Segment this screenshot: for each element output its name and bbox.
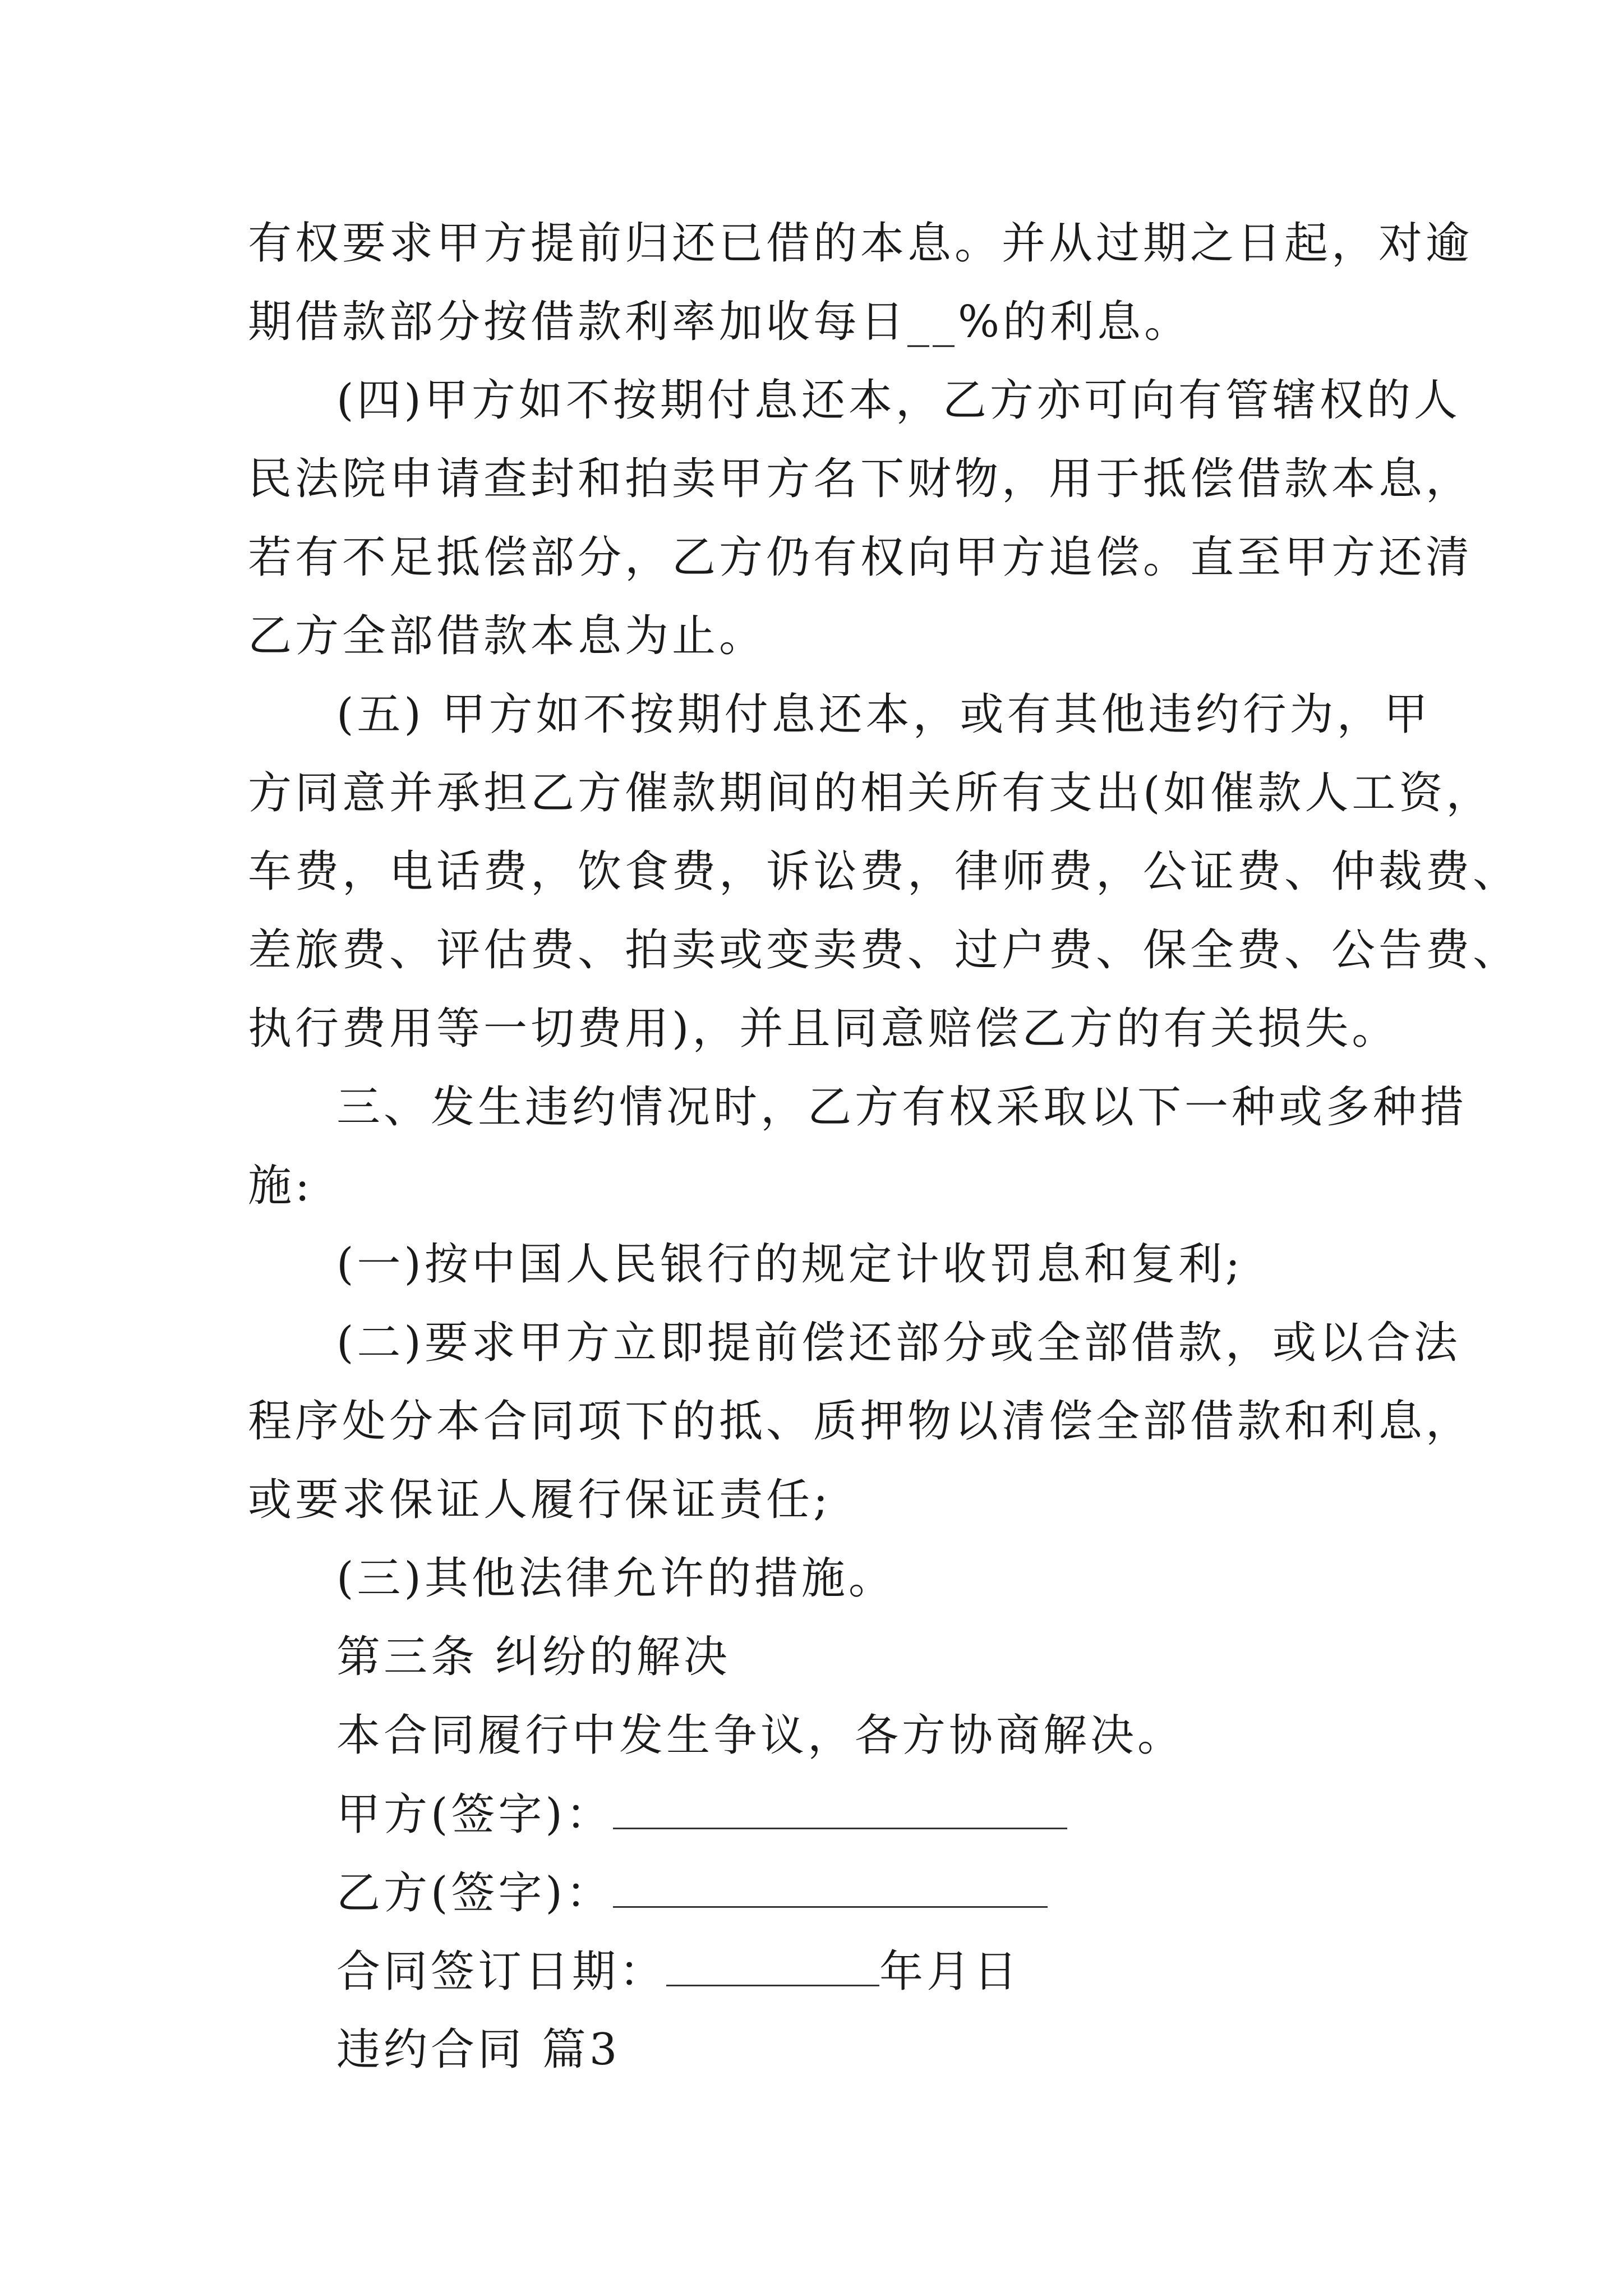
signature-b-label: 乙方(签字)： — [336, 1868, 613, 1918]
text-line: 期借款部分按借款利率加收每日__%的利息。 — [248, 297, 1192, 347]
text-line: (一)按中国人民银行的规定计收罚息和复利; — [336, 1239, 1244, 1290]
signature-line-b — [336, 1867, 1048, 1918]
text-line: 三、发生违约情况时，乙方有权采取以下一种或多种措 — [336, 1082, 1468, 1133]
text-line: 车费，电话费，饮食费，诉讼费，律师费，公证费、仲裁费、 — [248, 846, 1520, 897]
text-line: 乙方全部借款本息为止。 — [248, 611, 767, 661]
signature-b-blank — [613, 1867, 1048, 1908]
text-line: 施: — [248, 1161, 313, 1211]
date-label: 合同签订日期： — [336, 1947, 667, 1997]
text-line: (三)其他法律允许的措施。 — [336, 1553, 896, 1604]
signature-a-blank — [613, 1788, 1067, 1829]
date-line — [336, 1945, 1021, 1997]
text-line: 程序处分本合同项下的抵、质押物以清偿全部借款和利息， — [248, 1396, 1473, 1447]
text-line: (五) 甲方如不按期付息还本，或有其他违约行为，甲 — [336, 689, 1431, 740]
text-line: 若有不足抵偿部分，乙方仍有权向甲方追偿。直至甲方还清 — [248, 532, 1473, 583]
text-line: 有权要求甲方提前归还已借的本息。并从过期之日起，对逾 — [248, 218, 1473, 269]
text-line: 执行费用等一切费用)，并且同意赔偿乙方的有关损失。 — [248, 1004, 1399, 1054]
signature-line-a — [336, 1788, 1067, 1840]
next-section-heading: 违约合同 篇3 — [336, 2024, 621, 2075]
signature-a-label: 甲方(签字)： — [336, 1789, 613, 1840]
text-line: 本合同履行中发生争议，各方协商解决。 — [336, 1710, 1185, 1761]
section-heading: 第三条 纠纷的解决 — [336, 1632, 731, 1682]
text-line: 方同意并承担乙方催款期间的相关所有支出(如催款人工资， — [248, 768, 1493, 818]
text-line: 差旅费、评估费、拍卖或变卖费、过户费、保全费、公告费、 — [248, 925, 1520, 976]
text-line: 民法院申请查封和拍卖甲方名下财物，用于抵偿借款本息， — [248, 454, 1473, 504]
text-line: 或要求保证人履行保证责任; — [248, 1475, 832, 1525]
text-line: (四)甲方如不按期付息还本，乙方亦可向有管辖权的人 — [336, 375, 1461, 426]
text-line: (二)要求甲方立即提前偿还部分或全部借款，或以合法 — [336, 1318, 1461, 1368]
date-suffix: 年月日 — [879, 1947, 1021, 1997]
date-blank — [666, 1945, 879, 1986]
